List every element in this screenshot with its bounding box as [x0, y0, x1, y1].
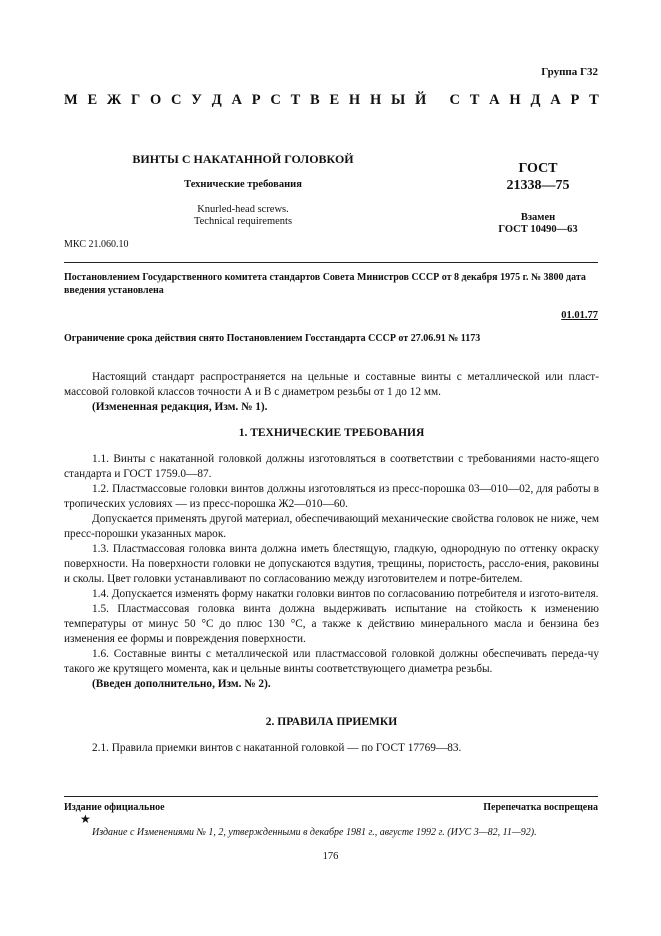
paragraph: 1.2. Пластмассовые головки винтов должны изготовляться из пресс-порошка 03—010—02, для работы в тропических условиях — из пресс-порошка Ж2—010—60. — [64, 483, 599, 510]
gost-label: ГОСТ — [518, 161, 558, 176]
divider — [64, 262, 598, 263]
banner-letter: Ы — [391, 92, 406, 108]
section-heading: 1. ТЕХНИЧЕСКИЕ ТРЕБОВАНИЯ — [238, 427, 425, 439]
standard-banner — [64, 92, 599, 109]
gost-block — [470, 160, 606, 236]
banner-letter: Д — [211, 92, 222, 108]
banner-letter: Н — [369, 92, 382, 108]
paragraph: 1.4. Допускается изменять форму накатки головки винтов по согласованию потребителя и изгото-вителя. — [92, 588, 599, 600]
banner-letter: У — [191, 92, 202, 108]
english-title-line: Technical requirements — [193, 216, 293, 227]
banner-letter: Е — [87, 92, 98, 108]
banner-letter: Й — [415, 92, 427, 108]
banner-letter: Т — [290, 92, 301, 108]
reprint-prohibited-label: Перепечатка воспрещена — [483, 802, 598, 813]
paragraph: 1.6. Составные винты с металлической или пластмассовой головкой должны обеспечивать переда-чу такого же крутящего момента, как и цельные винты соответствующего диаметра резьбы. — [64, 648, 599, 675]
section-1-text — [64, 452, 599, 692]
paragraph: 1.1. Винты с накатанной головкой должны изготовляться в соответствии с требованиями насто-ящего стандарта и ГОСТ 1759.0—87. — [64, 453, 599, 480]
mks-code: МКС 21.060.10 — [64, 239, 129, 250]
intro-text — [64, 370, 599, 415]
banner-letter: Р — [570, 92, 580, 108]
footer-divider — [64, 796, 598, 797]
amendment-note: (Измененная редакция, Изм. № 1). — [92, 401, 268, 413]
limit-note: Ограничение срока действия снято Постановлением Госстандарта СССР от 27.06.91 № 1173 — [64, 333, 481, 344]
banner-letter: Р — [251, 92, 261, 108]
replaces-standard: ГОСТ 10490—63 — [498, 224, 578, 235]
banner-letter: С — [270, 92, 281, 108]
document-subtitle: Технические требования — [184, 179, 302, 190]
banner-letter: Е — [329, 92, 340, 108]
replaces-label: Взамен — [520, 212, 556, 223]
banner-letter: Н — [348, 92, 361, 108]
title-block — [118, 152, 368, 228]
banner-letter: М — [64, 92, 78, 108]
banner-letter: О — [150, 92, 162, 108]
banner-letter: А — [489, 92, 500, 108]
paragraph: Допускается применять другой материал, обеспечивающий механические свойства головок не ниже, чем пресс-порошки указанных марок. — [64, 513, 599, 540]
banner-letter: Д — [530, 92, 541, 108]
banner-letter: А — [231, 92, 242, 108]
page-number: 176 — [322, 851, 339, 862]
paragraph: 1.5. Пластмассовая головка винта должна выдерживать испытание на стойкость к изменению температуры от минус 50 °С до плюс 130 °С, а также к действию минерального масла и бензина без изменения ее формы и повреждения поверхности. — [64, 603, 599, 645]
banner-letter: Г — [131, 92, 141, 108]
english-title-line: Knurled-head screws. — [197, 204, 289, 215]
star-icon: ★ — [80, 812, 91, 826]
section-2-text — [64, 741, 599, 756]
banner-gap — [436, 92, 440, 109]
banner-letter: А — [550, 92, 561, 108]
effective-date: 01.01.77 — [561, 310, 598, 321]
banner-letter: Т — [469, 92, 480, 108]
banner-letter: Т — [589, 92, 599, 108]
edition-footnote: Издание с Изменениями № 1, 2, утвержденными в декабре 1981 г., августе 1992 г. (ИУС 3—82, 11—92). — [92, 827, 537, 838]
replaces-block — [470, 212, 606, 236]
paragraph: Настоящий стандарт распространяется на цельные и составные винты с металлической или пласт-массовой головкой классов точности А и В с диаметром резьбы от 1 до 12 мм. — [64, 371, 599, 398]
paragraph: 1.3. Пластмассовая головка винта должна иметь блестящую, гладкую, однородную по оттенку окраску поверхности. На поверхности головки не допускаются вздутия, трещины, пористость, рассло-ения, раковины и сколы. Цвет головки устанавливают по согласованию между изготовителем и потре-бителем. — [64, 543, 599, 585]
banner-letter: Ж — [106, 92, 122, 108]
document-title: ВИНТЫ С НАКАТАННОЙ ГОЛОВКОЙ — [132, 152, 354, 166]
group-code: Группа Г32 — [541, 66, 598, 78]
english-title — [118, 204, 368, 228]
banner-letter: Н — [509, 92, 521, 108]
paragraph: 2.1. Правила приемки винтов с накатанной головкой — по ГОСТ 17769—83. — [92, 742, 462, 754]
decree-text: Постановлением Государственного комитета стандартов Совета Министров СССР от 8 декабря 1975 г. № 3800 дата введения установлена — [64, 272, 586, 296]
banner-letter: С — [449, 92, 460, 108]
official-edition-label: Издание официальное — [64, 802, 165, 813]
gost-number: 21338—75 — [506, 178, 570, 193]
banner-letter: В — [310, 92, 320, 108]
section-heading: 2. ПРАВИЛА ПРИЕМКИ — [265, 716, 398, 728]
amendment-note: (Введен дополнительно, Изм. № 2). — [92, 678, 271, 690]
banner-letter: С — [171, 92, 182, 108]
